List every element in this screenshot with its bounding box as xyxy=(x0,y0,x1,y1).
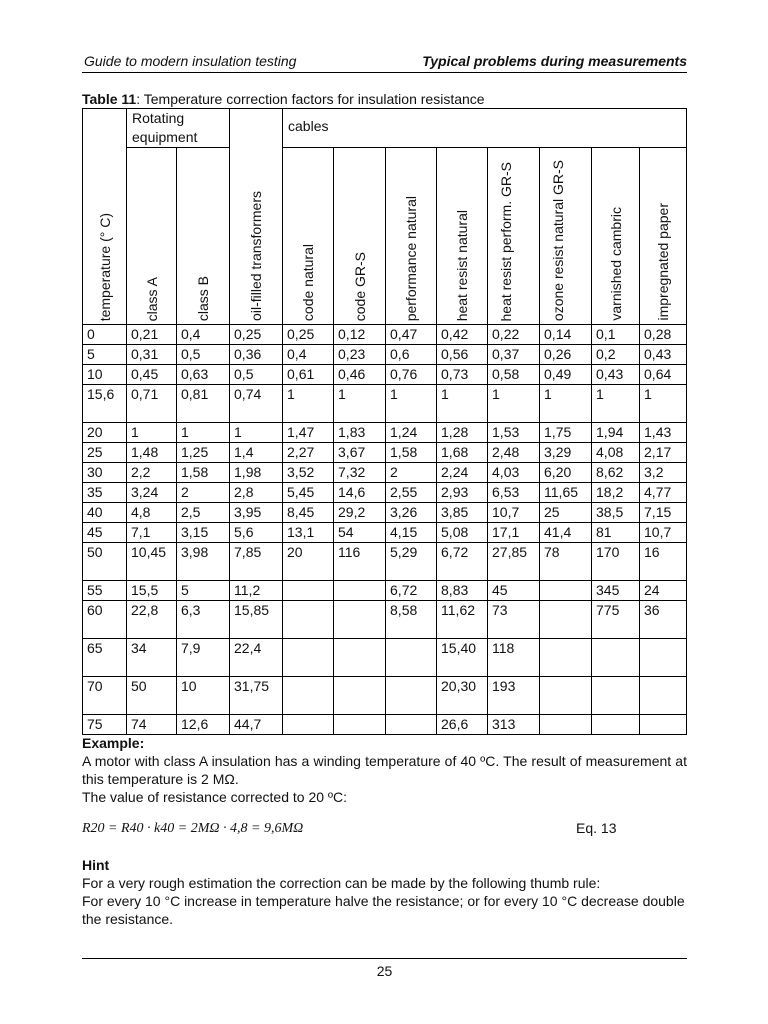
table-cell xyxy=(283,677,334,715)
table-cell: 3,95 xyxy=(230,503,283,523)
example-text: A motor with class A insulation has a winding temperature of 40 ºC. The result of measurement at this temperature is 2 MΩ. xyxy=(82,753,687,787)
table-cell: 1,4 xyxy=(230,443,283,463)
table-row xyxy=(83,715,687,735)
table-cell: 1 xyxy=(283,385,334,423)
table-cell: 1,48 xyxy=(127,443,177,463)
table-cell: 775 xyxy=(592,601,640,639)
table-cell: 0,42 xyxy=(437,325,488,345)
table-row xyxy=(83,443,687,463)
table-cell: 0,43 xyxy=(592,365,640,385)
temperature-cell: 10 xyxy=(83,365,127,385)
table-caption xyxy=(82,91,485,107)
table-cell: 7,32 xyxy=(334,463,386,483)
temperature-cell: 45 xyxy=(83,523,127,543)
table-cell: 5,29 xyxy=(386,543,437,581)
table-row xyxy=(83,581,687,601)
table-row xyxy=(83,601,687,639)
table-cell: 3,67 xyxy=(334,443,386,463)
table-body xyxy=(83,325,687,735)
table-cell: 1 xyxy=(488,385,540,423)
table-cell xyxy=(334,677,386,715)
col-header-code-natural: code natural xyxy=(283,148,334,325)
table-cell: 0,21 xyxy=(127,325,177,345)
table-cell: 1,58 xyxy=(386,443,437,463)
table-cell: 0,6 xyxy=(386,345,437,365)
table-cell: 6,72 xyxy=(437,543,488,581)
table-cell: 0,28 xyxy=(640,325,687,345)
table-cell: 1,75 xyxy=(540,423,592,443)
table-cell: 1,24 xyxy=(386,423,437,443)
table-cell: 7,15 xyxy=(640,503,687,523)
table-cell: 2,55 xyxy=(386,483,437,503)
table-cell: 7,1 xyxy=(127,523,177,543)
hint-text-1: For a very rough estimation the correction can be made by the following thumb rule: xyxy=(82,875,601,891)
table-cell: 0,81 xyxy=(177,385,230,423)
table-cell xyxy=(334,581,386,601)
temperature-cell: 65 xyxy=(83,639,127,677)
table-cell: 1,25 xyxy=(177,443,230,463)
table-cell: 1,28 xyxy=(437,423,488,443)
temperature-cell: 40 xyxy=(83,503,127,523)
table-cell xyxy=(283,601,334,639)
table-cell xyxy=(334,715,386,735)
table-cell: 5,45 xyxy=(283,483,334,503)
table-cell: 6,3 xyxy=(177,601,230,639)
temperature-cell: 70 xyxy=(83,677,127,715)
table-cell: 26,6 xyxy=(437,715,488,735)
table-cell: 24 xyxy=(640,581,687,601)
table-cell: 0,76 xyxy=(386,365,437,385)
equation-number: Eq. 13 xyxy=(576,820,617,836)
table-cell: 2,2 xyxy=(127,463,177,483)
temperature-cell: 0 xyxy=(83,325,127,345)
table-cell: 0,58 xyxy=(488,365,540,385)
table-cell: 11,65 xyxy=(540,483,592,503)
table-cell: 25 xyxy=(540,503,592,523)
table-cell: 2,8 xyxy=(230,483,283,503)
table-row xyxy=(83,463,687,483)
col-header-heat-resist-natural: heat resist natural xyxy=(437,148,488,325)
table-cell: 0,37 xyxy=(488,345,540,365)
table-cell: 3,85 xyxy=(437,503,488,523)
table-cell: 118 xyxy=(488,639,540,677)
header-section-title: Typical problems during measurements xyxy=(422,53,687,69)
table-cell: 0,31 xyxy=(127,345,177,365)
table-cell xyxy=(540,639,592,677)
table-cell: 54 xyxy=(334,523,386,543)
table-cell: 5,08 xyxy=(437,523,488,543)
table-cell xyxy=(283,581,334,601)
table-cell: 44,7 xyxy=(230,715,283,735)
table-cell: 0,71 xyxy=(127,385,177,423)
table-row xyxy=(83,325,687,345)
col-header-ozone-resist: ozone resist natural GR-S xyxy=(540,148,592,325)
table-cell: 1 xyxy=(540,385,592,423)
table-cell: 0,25 xyxy=(283,325,334,345)
table-row xyxy=(83,503,687,523)
table-cell: 0,4 xyxy=(177,325,230,345)
temperature-correction-table xyxy=(82,108,687,735)
table-cell: 74 xyxy=(127,715,177,735)
table-cell: 36 xyxy=(640,601,687,639)
table-row xyxy=(83,543,687,581)
example-section xyxy=(82,734,687,806)
table-cell: 8,62 xyxy=(592,463,640,483)
table-cell: 8,45 xyxy=(283,503,334,523)
table-cell: 10,7 xyxy=(488,503,540,523)
table-cell xyxy=(540,601,592,639)
temperature-cell: 30 xyxy=(83,463,127,483)
table-cell xyxy=(540,581,592,601)
table-cell: 8,83 xyxy=(437,581,488,601)
table-cell: 4,03 xyxy=(488,463,540,483)
table-cell: 116 xyxy=(334,543,386,581)
table-cell: 2,17 xyxy=(640,443,687,463)
table-caption-text: : Temperature correction factors for insulation resistance xyxy=(136,91,485,107)
table-row xyxy=(83,385,687,423)
table-cell: 193 xyxy=(488,677,540,715)
table-cell xyxy=(334,601,386,639)
table-cell: 5 xyxy=(177,581,230,601)
col-header-class-a: class A xyxy=(127,148,177,325)
col-header-heat-resist-perform: heat resist perform. GR-S xyxy=(488,148,540,325)
table-cell: 45 xyxy=(488,581,540,601)
table-cell: 22,8 xyxy=(127,601,177,639)
table-row xyxy=(83,639,687,677)
table-cell: 4,08 xyxy=(592,443,640,463)
col-header-varnished-cambric: varnished cambric xyxy=(592,148,640,325)
temperature-cell: 20 xyxy=(83,423,127,443)
table-cell xyxy=(386,639,437,677)
table-cell: 1,68 xyxy=(437,443,488,463)
table-cell: 345 xyxy=(592,581,640,601)
table-cell: 7,85 xyxy=(230,543,283,581)
table-cell: 31,75 xyxy=(230,677,283,715)
table-cell: 10 xyxy=(177,677,230,715)
col-header-code-grs: code GR-S xyxy=(334,148,386,325)
table-cell: 1,58 xyxy=(177,463,230,483)
table-cell: 0,12 xyxy=(334,325,386,345)
table-cell: 15,85 xyxy=(230,601,283,639)
table-cell: 41,4 xyxy=(540,523,592,543)
table-row xyxy=(83,345,687,365)
temperature-cell: 35 xyxy=(83,483,127,503)
table-cell xyxy=(540,677,592,715)
table-cell: 0,73 xyxy=(437,365,488,385)
temperature-cell: 60 xyxy=(83,601,127,639)
table-cell xyxy=(386,677,437,715)
col-header-temperature: temperature (° C) xyxy=(83,109,127,325)
header-document-title: Guide to modern insulation testing xyxy=(84,53,297,69)
table-cell xyxy=(334,639,386,677)
col-header-impregnated-paper: impregnated paper xyxy=(640,148,687,325)
table-cell: 0,74 xyxy=(230,385,283,423)
table-cell: 1,47 xyxy=(283,423,334,443)
table-cell xyxy=(283,715,334,735)
table-cell: 13,1 xyxy=(283,523,334,543)
table-cell: 50 xyxy=(127,677,177,715)
hint-title: Hint xyxy=(82,857,110,873)
table-cell: 0,1 xyxy=(592,325,640,345)
table-cell xyxy=(592,715,640,735)
table-cell: 4,77 xyxy=(640,483,687,503)
table-cell: 27,85 xyxy=(488,543,540,581)
table-row xyxy=(83,523,687,543)
table-caption-label: Table 11 xyxy=(82,91,137,107)
table-cell: 2,24 xyxy=(437,463,488,483)
table-cell: 0,22 xyxy=(488,325,540,345)
hint-text-2: For every 10 °C increase in temperature halve the resistance; or for every 10 °C decrease double the resistance. xyxy=(82,893,685,927)
table-cell: 15,40 xyxy=(437,639,488,677)
table-cell: 6,20 xyxy=(540,463,592,483)
table-cell: 2 xyxy=(177,483,230,503)
table-cell: 1,83 xyxy=(334,423,386,443)
table-cell: 1 xyxy=(386,385,437,423)
table-cell: 0,47 xyxy=(386,325,437,345)
table-cell: 3,24 xyxy=(127,483,177,503)
table-cell: 0,25 xyxy=(230,325,283,345)
table-cell: 0,56 xyxy=(437,345,488,365)
table-cell: 1 xyxy=(230,423,283,443)
page-header xyxy=(82,52,687,73)
table-cell: 3,26 xyxy=(386,503,437,523)
table-cell: 0,5 xyxy=(177,345,230,365)
table-cell: 1 xyxy=(592,385,640,423)
col-header-performance-natural: performance natural xyxy=(386,148,437,325)
table-cell xyxy=(640,639,687,677)
page-footer xyxy=(82,958,687,979)
group-header-cables: cables xyxy=(283,109,687,148)
table-cell: 0,64 xyxy=(640,365,687,385)
table-cell: 8,58 xyxy=(386,601,437,639)
col-header-oil-filled: oil-filled transformers xyxy=(230,109,283,325)
table-cell: 38,5 xyxy=(592,503,640,523)
table-cell: 2 xyxy=(386,463,437,483)
table-cell: 1 xyxy=(640,385,687,423)
table-cell xyxy=(640,677,687,715)
temperature-cell: 15,6 xyxy=(83,385,127,423)
table-cell: 2,48 xyxy=(488,443,540,463)
table-cell: 1 xyxy=(127,423,177,443)
table-cell xyxy=(283,639,334,677)
col-header-class-b: class B xyxy=(177,148,230,325)
table-cell: 14,6 xyxy=(334,483,386,503)
table-cell: 15,5 xyxy=(127,581,177,601)
table-cell: 1,94 xyxy=(592,423,640,443)
table-cell: 1 xyxy=(437,385,488,423)
table-cell: 20 xyxy=(283,543,334,581)
table-cell: 29,2 xyxy=(334,503,386,523)
example-title: Example: xyxy=(82,735,145,751)
temperature-cell: 55 xyxy=(83,581,127,601)
table-cell: 0,5 xyxy=(230,365,283,385)
table-cell: 0,46 xyxy=(334,365,386,385)
table-row xyxy=(83,483,687,503)
group-header-rotating: Rotating equipment xyxy=(127,109,230,148)
table-cell: 10,45 xyxy=(127,543,177,581)
table-cell: 0,4 xyxy=(283,345,334,365)
table-cell: 3,2 xyxy=(640,463,687,483)
table-cell xyxy=(640,715,687,735)
table-cell: 0,26 xyxy=(540,345,592,365)
table-cell xyxy=(592,639,640,677)
table-cell: 11,62 xyxy=(437,601,488,639)
table-cell: 0,36 xyxy=(230,345,283,365)
table-cell: 6,72 xyxy=(386,581,437,601)
table-cell: 78 xyxy=(540,543,592,581)
table-cell: 0,61 xyxy=(283,365,334,385)
temperature-cell: 5 xyxy=(83,345,127,365)
temperature-cell: 75 xyxy=(83,715,127,735)
table-cell: 0,63 xyxy=(177,365,230,385)
table-cell: 2,27 xyxy=(283,443,334,463)
table-cell: 170 xyxy=(592,543,640,581)
temperature-cell: 25 xyxy=(83,443,127,463)
table-cell: 18,2 xyxy=(592,483,640,503)
table-cell: 1,43 xyxy=(640,423,687,443)
table-cell xyxy=(592,677,640,715)
table-cell: 34 xyxy=(127,639,177,677)
table-cell: 6,53 xyxy=(488,483,540,503)
table-cell: 0,14 xyxy=(540,325,592,345)
table-cell: 11,2 xyxy=(230,581,283,601)
table-cell: 0,45 xyxy=(127,365,177,385)
example-corrected-text: The value of resistance corrected to 20 ºC: xyxy=(82,789,348,805)
table-cell: 2,5 xyxy=(177,503,230,523)
table-cell: 3,98 xyxy=(177,543,230,581)
table-cell: 313 xyxy=(488,715,540,735)
table-row xyxy=(83,677,687,715)
table-cell: 4,8 xyxy=(127,503,177,523)
table-cell: 81 xyxy=(592,523,640,543)
table-cell: 1 xyxy=(177,423,230,443)
table-cell: 3,52 xyxy=(283,463,334,483)
table-cell: 5,6 xyxy=(230,523,283,543)
table-cell: 1,53 xyxy=(488,423,540,443)
table-cell: 3,29 xyxy=(540,443,592,463)
table-cell: 3,15 xyxy=(177,523,230,543)
table-cell: 22,4 xyxy=(230,639,283,677)
table-cell: 17,1 xyxy=(488,523,540,543)
table-cell: 4,15 xyxy=(386,523,437,543)
table-cell: 0,23 xyxy=(334,345,386,365)
temperature-cell: 50 xyxy=(83,543,127,581)
table-row xyxy=(83,423,687,443)
table-cell xyxy=(540,715,592,735)
table-cell: 7,9 xyxy=(177,639,230,677)
table-cell: 16 xyxy=(640,543,687,581)
table-cell: 1,98 xyxy=(230,463,283,483)
table-cell: 0,49 xyxy=(540,365,592,385)
table-cell: 20,30 xyxy=(437,677,488,715)
equation: R20 = R40 · k40 = 2MΩ · 4,8 = 9,6MΩ xyxy=(82,821,304,836)
table-cell: 10,7 xyxy=(640,523,687,543)
table-cell xyxy=(386,715,437,735)
table-cell: 1 xyxy=(334,385,386,423)
table-cell: 0,2 xyxy=(592,345,640,365)
hint-section xyxy=(82,856,687,928)
table-cell: 12,6 xyxy=(177,715,230,735)
table-cell: 73 xyxy=(488,601,540,639)
table-cell: 0,43 xyxy=(640,345,687,365)
page-number: 25 xyxy=(376,963,393,979)
table-row xyxy=(83,365,687,385)
table-cell: 2,93 xyxy=(437,483,488,503)
